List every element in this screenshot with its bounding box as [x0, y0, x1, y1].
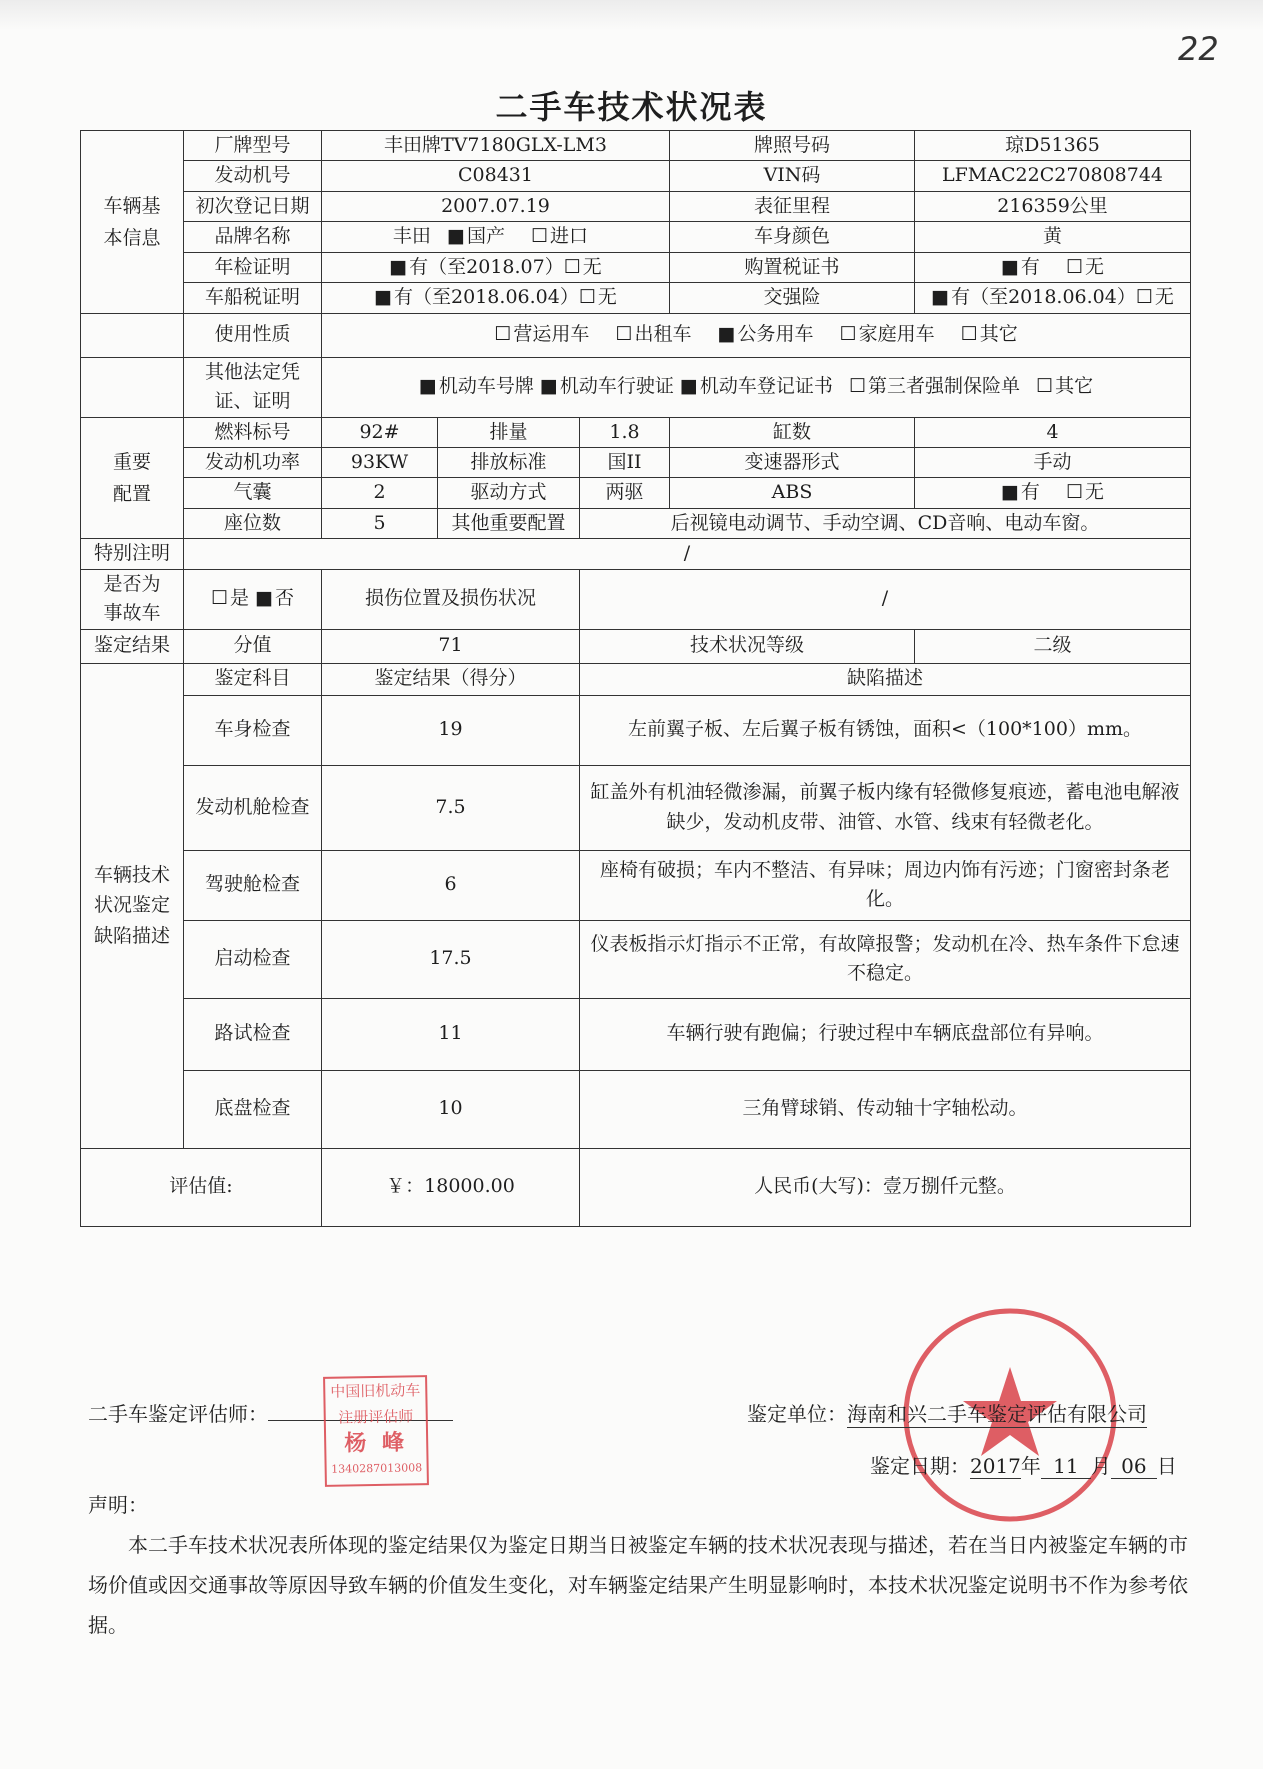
value-other-config: 后视镜电动调节、手动空调、CD音响、电动车窗。: [580, 508, 1191, 538]
appraiser-stamp: [323, 1375, 429, 1487]
stamp-line: 注册评估师: [338, 1407, 414, 1427]
vessel-tax-no: 无: [597, 286, 617, 309]
appraiser-label: 二手车鉴定评估师：: [88, 1402, 268, 1426]
unit-label: 鉴定单位：: [747, 1402, 847, 1426]
date-day: 06: [1111, 1454, 1157, 1479]
label-docs: 其他法定凭证、证明: [184, 357, 322, 417]
defect-desc: 三角臂球销、传动轴十字轴松动。: [580, 1070, 1191, 1148]
value-emission: 国II: [580, 447, 670, 477]
value-drive: 两驱: [580, 478, 670, 508]
row-reg-date: [81, 191, 1191, 221]
value-engine-no: C08431: [322, 161, 670, 191]
checkbox-empty-icon: ☐: [848, 375, 866, 398]
checkbox-checked-icon: ■: [539, 375, 558, 398]
defect-score: 17.5: [322, 920, 580, 998]
label-abs: ABS: [670, 478, 915, 508]
date-month-unit: 月: [1090, 1454, 1111, 1478]
table-row: [81, 1070, 1191, 1148]
defect-item: 启动检查: [184, 920, 322, 998]
statement: [88, 1485, 1188, 1645]
checkbox-empty-icon: ☐: [494, 323, 512, 346]
label-drive: 驱动方式: [438, 478, 580, 508]
purchase-tax-no: 无: [1085, 255, 1105, 278]
section-basic-info: 车辆基本信息: [81, 131, 184, 314]
value-insurance: [915, 283, 1191, 313]
unit-line: [747, 1398, 1147, 1428]
header-item: 鉴定科目: [184, 663, 322, 695]
row-result: [81, 629, 1191, 663]
checkbox-checked-icon: ■: [717, 323, 736, 346]
insurance-yes: 有（至2018.06.04）: [951, 286, 1136, 309]
value-color: 黄: [915, 222, 1191, 252]
row-fuel: [81, 417, 1191, 447]
row-brand-model: [81, 131, 1191, 161]
label-emission: 排放标准: [438, 447, 580, 477]
abs-yes: 有: [1020, 481, 1040, 504]
label-power: 发动机功率: [184, 447, 322, 477]
value-score: 71: [322, 629, 580, 663]
insurance-no: 无: [1154, 286, 1174, 309]
label-accident: 是否为事故车: [81, 569, 184, 629]
row-engine-no: [81, 161, 1191, 191]
checkbox-checked-icon: ■: [389, 255, 408, 278]
unit-name: 海南和兴二手车鉴定评估有限公司: [847, 1398, 1147, 1428]
checkbox-empty-icon: ☐: [1036, 375, 1054, 398]
scan-shadow: [0, 0, 1263, 30]
value-damage: /: [580, 569, 1191, 629]
row-brand-name: [81, 222, 1191, 252]
checkbox-checked-icon: ■: [1000, 481, 1019, 504]
table-row: [81, 765, 1191, 850]
checkbox-empty-icon: ☐: [210, 587, 228, 610]
checkbox-checked-icon: ■: [931, 286, 950, 309]
docs-option: 其它: [1055, 375, 1094, 398]
defect-score: 19: [322, 695, 580, 765]
label-seats: 座位数: [184, 508, 322, 538]
defect-score: 7.5: [322, 765, 580, 850]
usage-option: 其它: [979, 323, 1018, 346]
row-usage: [81, 313, 1191, 357]
basic-info-continued: [81, 357, 184, 417]
value-seats: 5: [322, 508, 438, 538]
table-row: [81, 998, 1191, 1070]
basic-info-continued: [81, 313, 184, 357]
label-fuel: 燃料标号: [184, 417, 322, 447]
value-mileage: 216359公里: [915, 191, 1191, 221]
docs-option: 第三者强制保险单: [867, 375, 1020, 398]
row-power: [81, 447, 1191, 477]
abs-no: 无: [1085, 481, 1105, 504]
checkbox-checked-icon: ■: [679, 375, 698, 398]
checkbox-checked-icon: ■: [446, 225, 465, 248]
label-reg-date: 初次登记日期: [184, 191, 322, 221]
value-fuel: 92#: [322, 417, 438, 447]
checkbox-empty-icon: ☐: [960, 323, 978, 346]
label-mileage: 表征里程: [670, 191, 915, 221]
checkbox-checked-icon: ■: [1000, 255, 1019, 278]
table-row: [81, 695, 1191, 765]
checkbox-checked-icon: ■: [374, 286, 393, 309]
accident-yes: 是: [230, 587, 250, 610]
label-brand-model: 厂牌型号: [184, 131, 322, 161]
value-reg-date: 2007.07.19: [322, 191, 670, 221]
docs-option: 机动车号牌: [438, 375, 534, 398]
header-desc: 缺陷描述: [580, 663, 1191, 695]
label-other-config: 其他重要配置: [438, 508, 580, 538]
value-accident: [184, 569, 322, 629]
value-grade: 二级: [915, 629, 1191, 663]
defect-desc: 缸盖外有机油轻微渗漏，前翼子板内缘有轻微修复痕迹，蓄电池电解液缺少，发动机皮带、油管、水管、线束有轻微老化。: [580, 765, 1191, 850]
section-config: 重要配置: [81, 417, 184, 539]
label-inspection: 年检证明: [184, 252, 322, 282]
row-airbag: [81, 478, 1191, 508]
imported-option: 进口: [550, 225, 589, 248]
value-vessel-tax: [322, 283, 670, 313]
defect-desc: 车辆行驶有跑偏；行驶过程中车辆底盘部位有异响。: [580, 998, 1191, 1070]
inspection-yes: 有（至2018.07）: [409, 255, 564, 278]
defect-score: 10: [322, 1070, 580, 1148]
label-transmission: 变速器形式: [670, 447, 915, 477]
label-brand-name: 品牌名称: [184, 222, 322, 252]
defect-item: 路试检查: [184, 998, 322, 1070]
value-purchase-tax: [915, 252, 1191, 282]
date-line: [870, 1450, 1177, 1479]
defect-score: 6: [322, 850, 580, 920]
value-displacement: 1.8: [580, 417, 670, 447]
label-airbag: 气囊: [184, 478, 322, 508]
usage-option: 营运用车: [513, 323, 590, 346]
date-label: 鉴定日期：: [870, 1454, 970, 1478]
usage-option: 家庭用车: [858, 323, 935, 346]
value-abs: [915, 478, 1191, 508]
date-year-unit: 年: [1020, 1454, 1041, 1478]
row-valuation: [81, 1148, 1191, 1226]
defect-desc: 座椅有破损；车内不整洁、有异味；周边内饰有污迹；门窗密封条老化。: [580, 850, 1191, 920]
value-airbag: 2: [322, 478, 438, 508]
label-usage: 使用性质: [184, 313, 322, 357]
row-docs: [81, 357, 1191, 417]
label-cylinders: 缸数: [670, 417, 915, 447]
label-special: 特别注明: [81, 539, 184, 569]
defect-desc: 左前翼子板、左后翼子板有锈蚀，面积<（100*100）mm。: [580, 695, 1191, 765]
value-docs: [322, 357, 1191, 417]
row-vessel-tax: [81, 283, 1191, 313]
value-transmission: 手动: [915, 447, 1191, 477]
statement-text: 本二手车技术状况表所体现的鉴定结果仅为鉴定日期当日被鉴定车辆的技术状况表现与描述，若在当日内被鉴定车辆的市场价值或因交通事故等原因导致车辆的价值发生变化，对车辆鉴定结果产生明显影响时，本技术状况鉴定说明书不作为参考依据。: [88, 1533, 1188, 1637]
label-valuation: 评估值:: [81, 1148, 322, 1226]
accident-no: 否: [275, 587, 295, 610]
value-valuation-amount: ￥：18000.00: [322, 1148, 580, 1226]
checkbox-empty-icon: ☐: [578, 286, 596, 309]
label-result: 鉴定结果: [81, 629, 184, 663]
value-inspection: [322, 252, 670, 282]
page-number-handwritten: 22: [1178, 30, 1219, 68]
date-year: 2017: [970, 1454, 1021, 1478]
usage-option: 出租车: [634, 323, 692, 346]
table-row: [81, 920, 1191, 998]
header-score: 鉴定结果（得分）: [322, 663, 580, 695]
defect-desc: 仪表板指示灯指示不正常，有故障报警；发动机在冷、热车条件下怠速不稳定。: [580, 920, 1191, 998]
label-displacement: 排量: [438, 417, 580, 447]
row-accident: [81, 569, 1191, 629]
date-day-unit: 日: [1156, 1454, 1177, 1478]
value-brand-name: [322, 222, 670, 252]
checkbox-empty-icon: ☐: [563, 255, 581, 278]
label-plate: 牌照号码: [670, 131, 915, 161]
defect-item: 车身检查: [184, 695, 322, 765]
stamp-line: 1340287013008: [331, 1461, 423, 1476]
checkbox-empty-icon: ☐: [1065, 255, 1084, 278]
defect-score: 11: [322, 998, 580, 1070]
docs-option: 机动车行驶证: [559, 375, 674, 398]
statement-label: 声明：: [88, 1493, 148, 1517]
row-seats: [81, 508, 1191, 538]
value-brand-model: 丰田牌TV7180GLX-LM3: [322, 131, 670, 161]
label-grade: 技术状况等级: [580, 629, 915, 663]
usage-option: 公务用车: [737, 323, 814, 346]
checkbox-checked-icon: ■: [418, 375, 437, 398]
label-vessel-tax: 车船税证明: [184, 283, 322, 313]
row-defects-header: [81, 663, 1191, 695]
purchase-tax-yes: 有: [1020, 255, 1040, 278]
page-title: 二手车技术状况表: [495, 88, 768, 126]
checkbox-empty-icon: ☐: [839, 323, 857, 346]
checkbox-empty-icon: ☐: [1135, 286, 1153, 309]
value-power: 93KW: [322, 447, 438, 477]
stamp-line: 中国旧机动车: [330, 1381, 421, 1401]
label-engine-no: 发动机号: [184, 161, 322, 191]
value-usage: [322, 313, 1191, 357]
label-damage: 损伤位置及损伤状况: [322, 569, 580, 629]
value-plate: 琼D51365: [915, 131, 1191, 161]
label-insurance: 交强险: [670, 283, 915, 313]
condition-table: [80, 130, 1191, 1227]
value-vin: LFMAC22C270808744: [915, 161, 1191, 191]
checkbox-empty-icon: ☐: [531, 225, 549, 248]
label-vin: VIN码: [670, 161, 915, 191]
row-special: [81, 539, 1191, 569]
checkbox-empty-icon: ☐: [615, 323, 633, 346]
checkbox-empty-icon: ☐: [1065, 481, 1084, 504]
row-inspection: [81, 252, 1191, 282]
date-month: 11: [1041, 1454, 1091, 1479]
stamp-line: 杨 峰: [344, 1429, 409, 1457]
value-cylinders: 4: [915, 417, 1191, 447]
vessel-tax-yes: 有（至2018.06.04）: [394, 286, 579, 309]
defect-item: 驾驶舱检查: [184, 850, 322, 920]
checkbox-checked-icon: ■: [255, 587, 274, 610]
value-special: /: [184, 539, 1191, 569]
label-score: 分值: [184, 629, 322, 663]
table-row: [81, 850, 1191, 920]
domestic-option: 国产: [466, 225, 505, 248]
docs-option: 机动车登记证书: [699, 375, 833, 398]
brand-name-text: 丰田: [392, 225, 431, 248]
value-valuation-words: 人民币(大写)：壹万捌仟元整。: [580, 1148, 1191, 1226]
label-color: 车身颜色: [670, 222, 915, 252]
defect-item: 发动机舱检查: [184, 765, 322, 850]
defect-item: 底盘检查: [184, 1070, 322, 1148]
section-defects: 车辆技术状况鉴定缺陷描述: [81, 663, 184, 1148]
label-purchase-tax: 购置税证书: [670, 252, 915, 282]
inspection-no: 无: [582, 255, 602, 278]
